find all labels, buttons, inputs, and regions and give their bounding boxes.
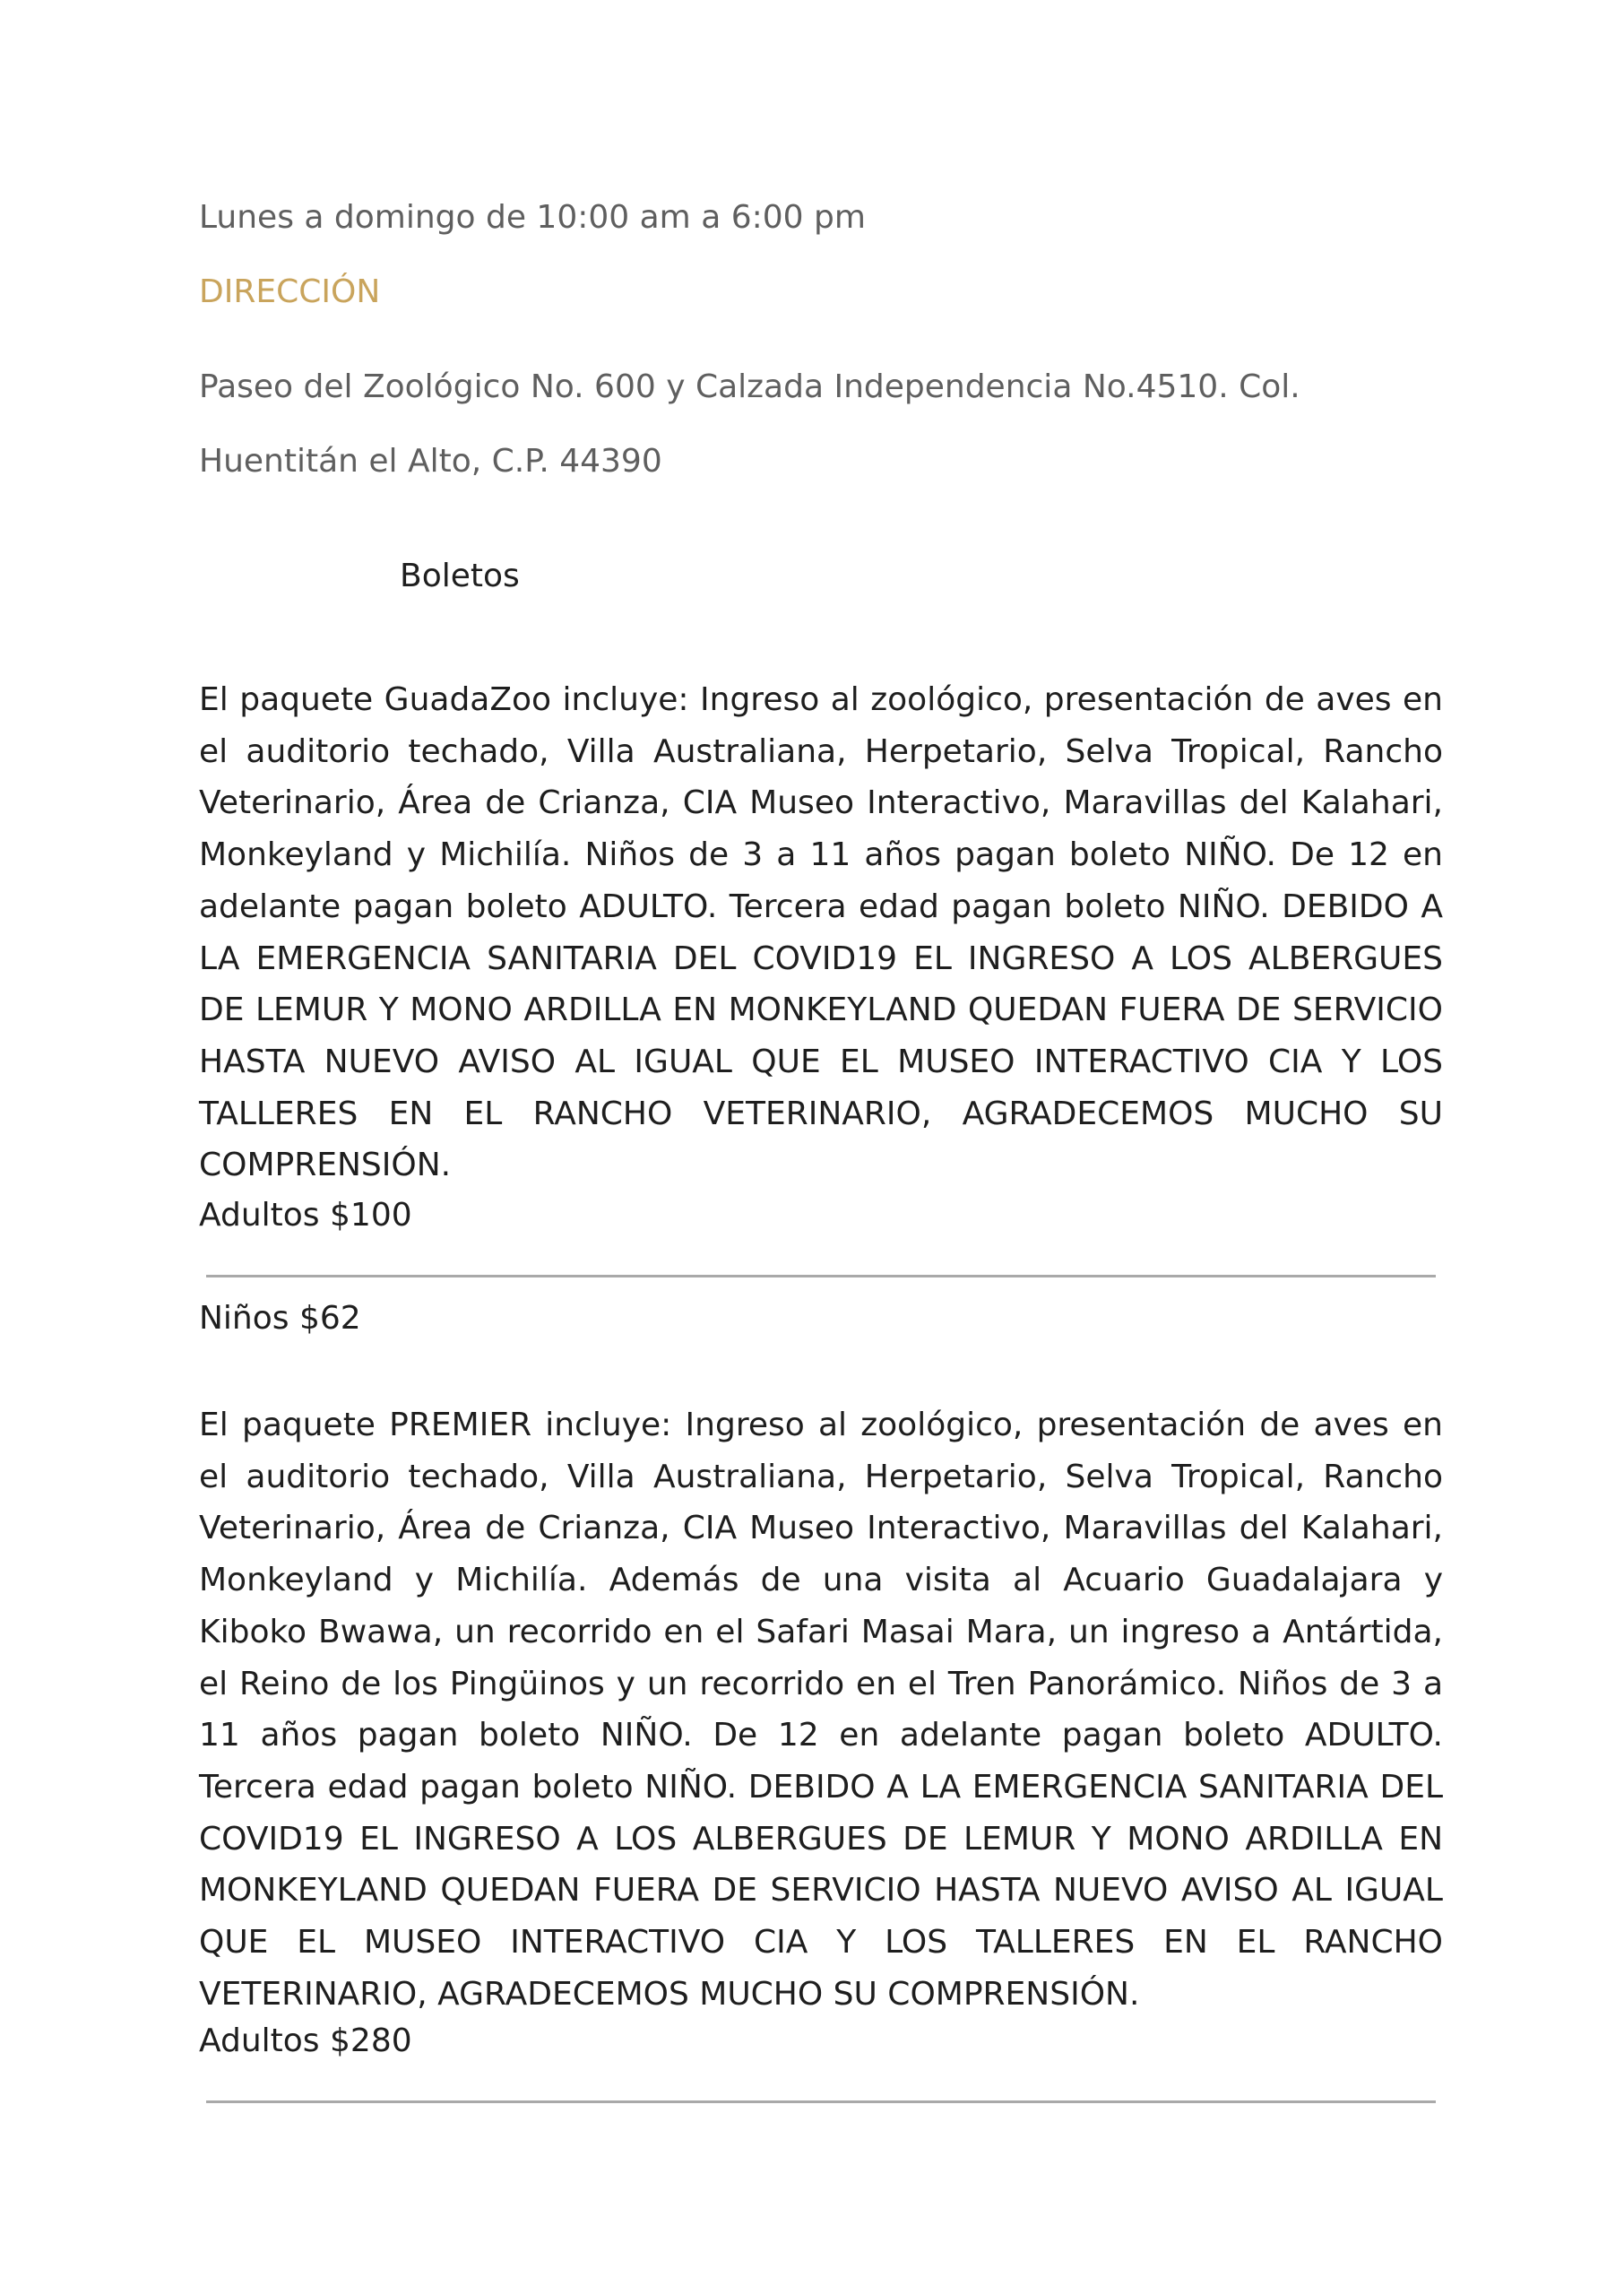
opening-hours: Lunes a domingo de 10:00 am a 6:00 pm <box>199 199 866 236</box>
premier-adult-price: Adultos $280 <box>199 2022 412 2059</box>
divider <box>206 2100 1436 2103</box>
divider <box>206 1275 1436 1277</box>
guadazoo-child-price: Niños $62 <box>199 1300 361 1337</box>
tickets-title: Boletos <box>400 558 520 594</box>
guadazoo-package-description: El paquete GuadaZoo incluye: Ingreso al zoológico, presentación de aves en el auditorio techado, Villa Australiana, Herpetario, Selva Tropical, Rancho Veterinario, Área de Crianza, CIA Museo Interactivo, Maravillas del Kalahari, Monkeyland y Michilía. Niños de 3 a 11 años pagan boleto NIÑO. De 12 en adelante pagan boleto ADULTO. Tercera edad pagan boleto NIÑO. DEBIDO A LA EMERGENCIA SANITARIA DEL COVID19 EL INGRESO A LOS ALBERGUES DE LEMUR Y MONO ARDILLA EN MONKEYLAND QUEDAN FUERA DE SERVICIO HASTA NUEVO AVISO AL IGUAL QUE EL MUSEO INTERACTIVO CIA Y LOS TALLERES EN EL RANCHO VETERINARIO, AGRADECEMOS MUCHO SU COMPRENSIÓN. <box>199 681 1443 1184</box>
address-heading: DIRECCIÓN <box>199 273 381 310</box>
address-text: Paseo del Zoológico No. 600 y Calzada Independencia No.4510. Col. Huentitán el Alto, C.P. 44390 <box>199 368 1300 480</box>
premier-package-description: El paquete PREMIER incluye: Ingreso al zoológico, presentación de aves en el auditorio techado, Villa Australiana, Herpetario, Selva Tropical, Rancho Veterinario, Área de Crianza, CIA Museo Interactivo, Maravillas del Kalahari, Monkeyland y Michilía. Además de una visita al Acuario Guadalajara y Kiboko Bwawa, un recorrido en el Safari Masai Mara, un ingreso a Antártida, el Reino de los Pingüinos y un recorrido en el Tren Panorámico. Niños de 3 a 11 años pagan boleto NIÑO. De 12 en adelante pagan boleto ADULTO. Tercera edad pagan boleto NIÑO. DEBIDO A LA EMERGENCIA SANITARIA DEL COVID19 EL INGRESO A LOS ALBERGUES DE LEMUR Y MONO ARDILLA EN MONKEYLAND QUEDAN FUERA DE SERVICIO HASTA NUEVO AVISO AL IGUAL QUE EL MUSEO INTERACTIVO CIA Y LOS TALLERES EN EL RANCHO VETERINARIO, AGRADECEMOS MUCHO SU COMPRENSIÓN. <box>199 1407 1443 2013</box>
guadazoo-adult-price: Adultos $100 <box>199 1197 412 1234</box>
